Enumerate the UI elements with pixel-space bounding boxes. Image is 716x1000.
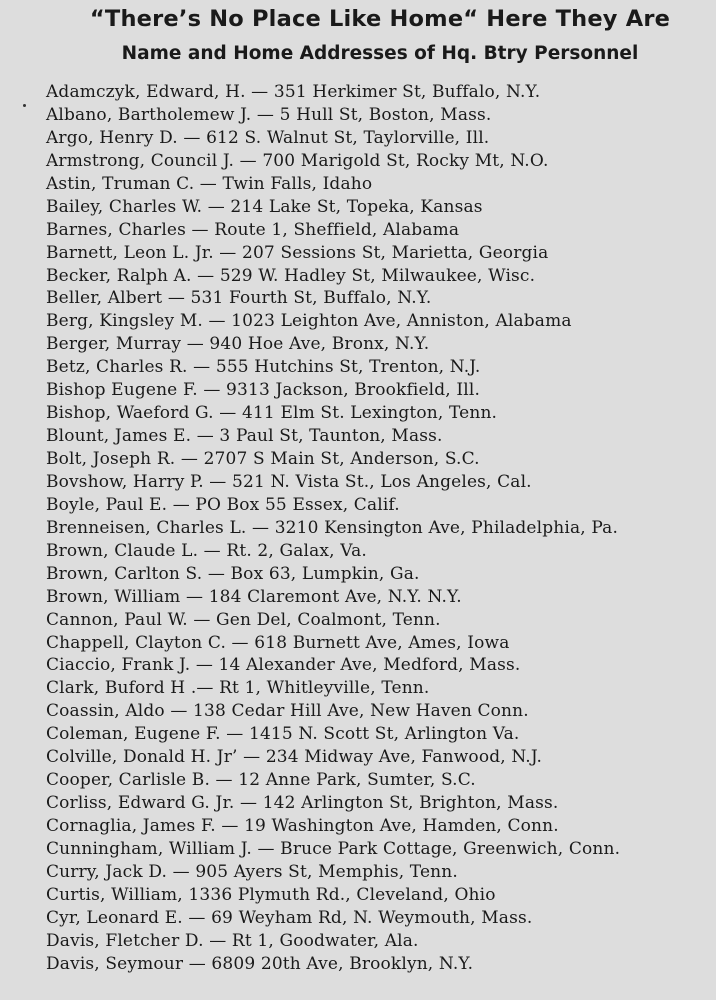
list-item: Betz, Charles R. — 555 Hutchins St, Trenton, N.J.: [46, 357, 481, 378]
list-item: Coleman, Eugene F. — 1415 N. Scott St, Arlington Va.: [46, 724, 520, 745]
list-item: Bovshow, Harry P. — 521 N. Vista St., Los Angeles, Cal.: [46, 471, 532, 492]
list-item: Cornaglia, James F. — 19 Washington Ave, Hamden, Conn.: [46, 816, 559, 836]
page-title: “There’s No Place Like Home“ Here They Are: [89, 6, 671, 32]
list-item: Cannon, Paul W. — Gen Del, Coalmont, Tenn.: [46, 609, 441, 630]
list-item: Curry, Jack D. — 905 Ayers St, Memphis, Tenn.: [46, 861, 458, 882]
list-item: Barnes, Charles — Route 1, Sheffield, Alabama: [46, 219, 460, 240]
list-item: Clark, Buford H .— Rt 1, Whitleyville, Tenn.: [46, 678, 430, 699]
list-item: Colville, Donald H. Jr’ — 234 Midway Ave, Fanwood, N.J.: [46, 747, 543, 768]
list-item: Brown, Carlton S. — Box 63, Lumpkin, Ga.: [46, 563, 420, 584]
list-item: Coassin, Aldo — 138 Cedar Hill Ave, New Haven Conn.: [46, 701, 529, 722]
list-item: Berg, Kingsley M. — 1023 Leighton Ave, Anniston, Alabama: [46, 311, 572, 332]
list-item: Astin, Truman C. — Twin Falls, Idaho: [46, 173, 373, 194]
list-item: Argo, Henry D. — 612 S. Walnut St, Taylorville, Ill.: [46, 127, 490, 148]
list-item: Cooper, Carlisle B. — 12 Anne Park, Sumter, S.C.: [46, 770, 476, 791]
list-item: Berger, Murray — 940 Hoe Ave, Bronx, N.Y.: [46, 334, 430, 355]
list-item: Cyr, Leonard E. — 69 Weyham Rd, N. Weymouth, Mass.: [46, 907, 533, 928]
list-item: Curtis, William, 1336 Plymuth Rd., Cleveland, Ohio: [46, 884, 496, 905]
list-item: Adamczyk, Edward, H. — 351 Herkimer St, Buffalo, N.Y.: [46, 82, 541, 102]
list-item: Boyle, Paul E. — PO Box 55 Essex, Calif.: [46, 494, 400, 515]
page-subtitle: Name and Home Addresses of Hq. Btry Personnel: [121, 43, 639, 64]
list-item: Bolt, Joseph R. — 2707 S Main St, Anderson, S.C.: [46, 449, 480, 469]
list-item: Ciaccio, Frank J. — 14 Alexander Ave, Medford, Mass.: [46, 655, 521, 676]
list-item: Barnett, Leon L. Jr. — 207 Sessions St, Marietta, Georgia: [46, 242, 549, 263]
list-item: Chappell, Clayton C. — 618 Burnett Ave, Ames, Iowa: [46, 632, 510, 653]
list-item: Brown, William — 184 Claremont Ave, N.Y. N.Y.: [46, 586, 462, 607]
personnel-address-list: [46, 81, 620, 976]
list-item: Blount, James E. — 3 Paul St, Taunton, Mass.: [46, 426, 443, 447]
list-item: Brown, Claude L. — Rt. 2, Galax, Va.: [46, 540, 367, 561]
ink-speck: [23, 104, 26, 107]
list-item: Bailey, Charles W. — 214 Lake St, Topeka, Kansas: [46, 196, 483, 217]
list-item: Armstrong, Council J. — 700 Marigold St, Rocky Mt, N.O.: [46, 150, 549, 171]
list-item: Cunningham, William J. — Bruce Park Cottage, Greenwich, Conn.: [46, 838, 621, 859]
list-item: Albano, Bartholemew J. — 5 Hull St, Boston, Mass.: [46, 104, 492, 125]
list-item: Beller, Albert — 531 Fourth St, Buffalo, N.Y.: [46, 288, 432, 309]
list-item: Davis, Seymour — 6809 20th Ave, Brooklyn, N.Y.: [46, 953, 474, 974]
list-item: Davis, Fletcher D. — Rt 1, Goodwater, Ala.: [46, 930, 419, 951]
list-item: Bishop, Waeford G. — 411 Elm St. Lexington, Tenn.: [46, 403, 498, 424]
list-item: Brenneisen, Charles L. — 3210 Kensington Ave, Philadelphia, Pa.: [46, 517, 619, 538]
list-item: Corliss, Edward G. Jr. — 142 Arlington St, Brighton, Mass.: [46, 793, 559, 814]
list-item: Becker, Ralph A. — 529 W. Hadley St, Milwaukee, Wisc.: [46, 265, 536, 286]
list-item: Bishop Eugene F. — 9313 Jackson, Brookfield, Ill.: [46, 380, 481, 401]
